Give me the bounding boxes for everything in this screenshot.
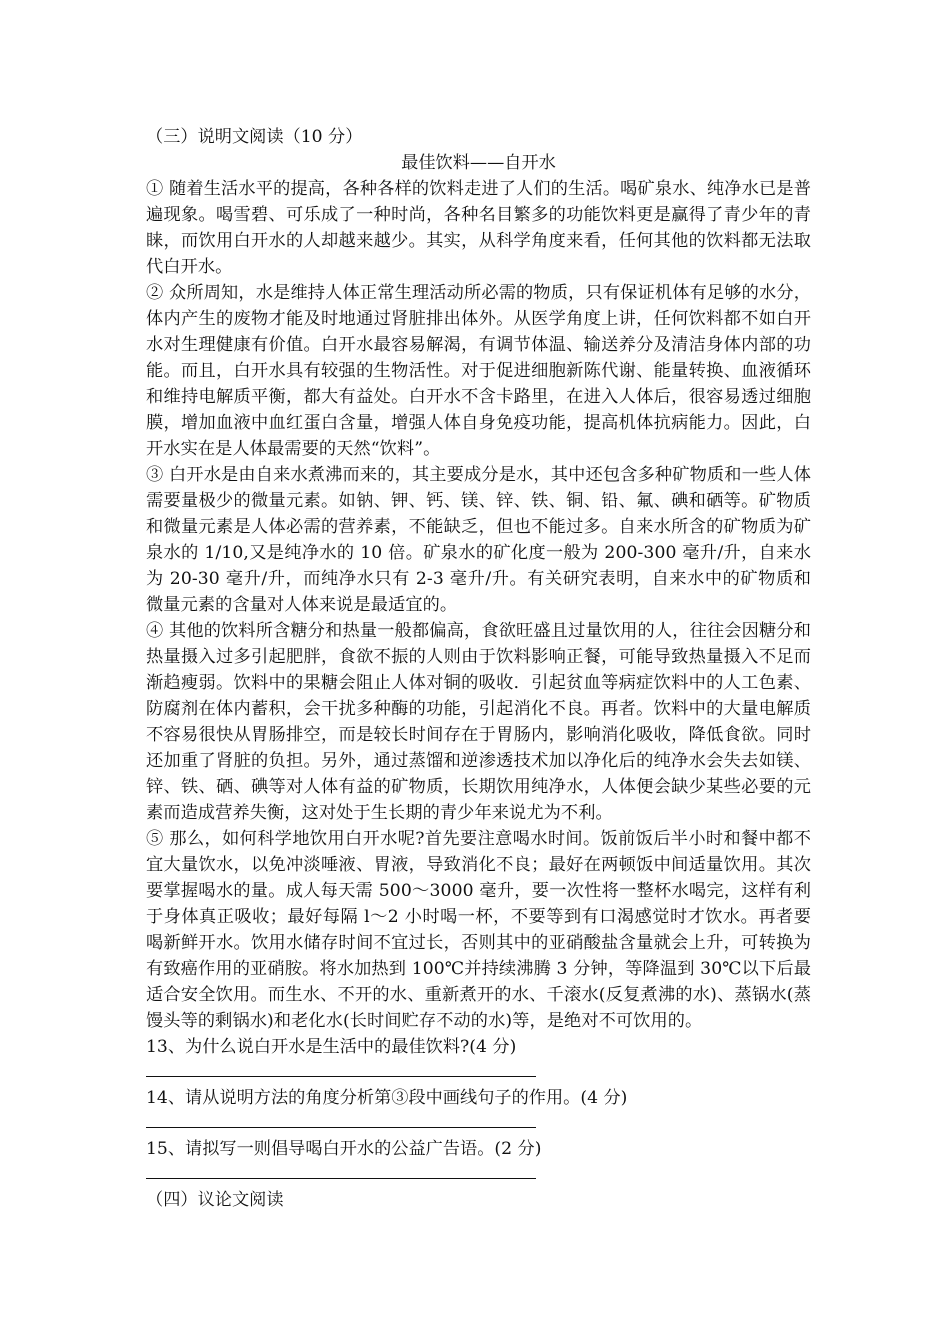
section-3-heading: （三）说明文阅读（10 分） xyxy=(146,127,363,147)
paragraph-5: ⑤ 那么，如何科学地饮用白开水呢?首先要注意喝水时间。饭前饭后半小时和餐中都不宜大量饮水，以免冲淡唾液、胃液，导致消化不良；最好在两顿饭中间适量饮用。其次要掌握喝水的量。成人每天需 500～3000 毫升，要一次性将一整杯水喝完，这样有利于身体真正吸收；最好每隔 l～2 小时喝一杯，不要等到有口渴感觉时才饮水。再者要喝新鲜开水。饮用水储存时间不宜过长，否则其中的亚硝酸盐含量就会上升，可转换为有致癌作用的亚硝胺。将水加热到 100℃并持续沸腾 3 分钟，等降温到 30℃以下后最适合安全饮用。而生水、不开的水、重新煮开的水、千滚水(反复煮沸的水)、蒸锅水(蒸馒头等的剩锅水)和老化水(长时间贮存不动的水)等，是绝对不可饮用的。 xyxy=(146,829,811,1031)
answer-line-13[interactable] xyxy=(146,1060,536,1077)
answer-line-15[interactable] xyxy=(146,1162,536,1179)
question-15: 15、请拟写一则倡导喝白开水的公益广告语。(2 分) xyxy=(146,1139,542,1159)
paragraph-4: ④ 其他的饮料所含糖分和热量一般都偏高，食欲旺盛且过量饮用的人，往往会因糖分和热量摄入过多引起肥胖，食欲不振的人则由于饮料影响正餐，可能导致热量摄入不足而渐趋瘦弱。饮料中的果糖会阻止人体对铜的吸收．引起贫血等病症饮料中的人工色素、防腐剂在体内蓄积，会干扰多种酶的功能，引起消化不良。再者。饮料中的大量电解质不容易很快从胃肠排空，而是较长时间存在于胃肠内，影响消化吸收，降低食欲。同时还加重了肾脏的负担。另外，通过蒸馏和逆渗透技术加以净化后的纯净水会失去如镁、锌、铁、硒、碘等对人体有益的矿物质，长期饮用纯净水，人体便会缺少某些必要的元素而造成营养失衡，这对处于生长期的青少年来说尤为不利。 xyxy=(146,621,811,823)
article-title: 最佳饮料——自开水 xyxy=(401,153,556,173)
paragraph-1: ① 随着生活水平的提高，各种各样的饮料走进了人们的生活。喝矿泉水、纯净水已是普遍现象。喝雪碧、可乐成了一种时尚，各种名目繁多的功能饮料更是赢得了青少年的青睐，而饮用白开水的人却越来越少。其实，从科学角度来看，任何其他的饮料都无法取代白开水。 xyxy=(146,179,811,277)
paragraph-3: ③ 白开水是由自来水煮沸而来的，其主要成分是水，其中还包含多种矿物质和一些人体需要量极少的微量元素。如钠、钾、钙、镁、锌、铁、铜、铅、氟、碘和硒等。矿物质和微量元素是人体必需的营养素，不能缺乏，但也不能过多。自来水所含的矿物质为矿泉水的 1/10,又是纯净水的 10 倍。矿泉水的矿化度一般为 200-300 毫升/升，自来水为 20-30 毫升/升，而纯净水只有 2-3 毫升/升。有关研究表明，自来水中的矿物质和微量元素的含量对人体来说是最适宜的。 xyxy=(146,465,811,615)
answer-line-14[interactable] xyxy=(146,1111,536,1128)
exam-page xyxy=(146,124,811,1213)
section-4-heading: （四）议论文阅读 xyxy=(146,1190,284,1210)
question-14: 14、请从说明方法的角度分析第③段中画线句子的作用。(4 分) xyxy=(146,1088,628,1108)
paragraph-2: ② 众所周知，水是维持人体正常生理活动所必需的物质，只有保证机体有足够的水分，体内产生的废物才能及时地通过肾脏排出体外。从医学角度上讲，任何饮料都不如白开水对生理健康有价值。白开水最容易解渴，有调节体温、输送养分及清洁身体内部的功能。而且，白开水具有较强的生物活性。对于促进细胞新陈代谢、能量转换、血液循环和维持电解质平衡，都大有益处。白开水不含卡路里，在进入人体后，很容易透过细胞膜，增加血液中血红蛋白含量，增强人体自身免疫功能，提高机体抗病能力。因此，白开水实在是人体最需要的天然“饮料”。 xyxy=(146,283,811,459)
question-13: 13、为什么说白开水是生活中的最佳饮料?(4 分) xyxy=(146,1037,517,1057)
